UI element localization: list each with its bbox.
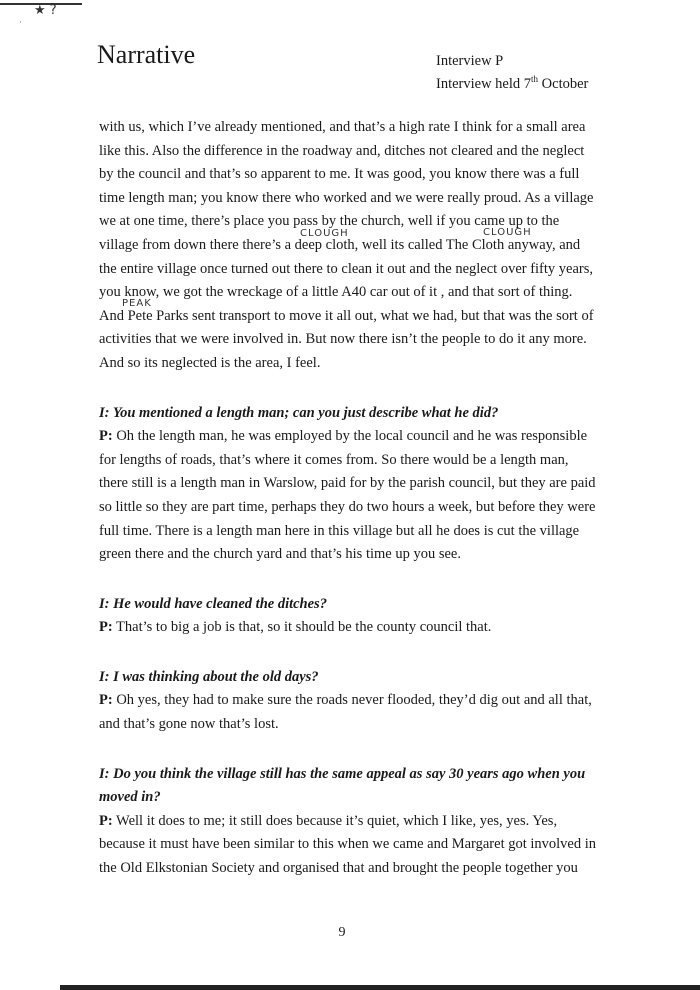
- interview-date: Interview held 7th October: [436, 74, 589, 92]
- paragraph-gap: [99, 737, 599, 763]
- text-line: so little so they are part time, perhaps they do two hours a week, but before they were: [99, 498, 596, 515]
- speaker-label: P:: [99, 619, 113, 636]
- paragraph-gap: [99, 376, 599, 402]
- speaker-label: P:: [99, 692, 113, 709]
- paragraph-gap: [99, 567, 599, 593]
- handwritten-corner-dot: ʿ: [19, 20, 22, 30]
- answer-line: P: Oh yes, they had to make sure the roads never flooded, they’d dig out and all that,: [99, 692, 592, 709]
- text-line: we at one time, there’s place you pass by the church, well if you came up to the: [99, 213, 560, 230]
- handwritten-corner-mark: ★ ?: [34, 3, 57, 18]
- answer-line: P: Well it does to me; it still does because it’s quiet, which I like, yes, yes. Yes,: [99, 812, 558, 829]
- text-line: for lengths of roads, that’s where it comes from. So there would be a length man,: [99, 451, 569, 468]
- answer-line: P: That’s to big a job is that, so it should be the county council that.: [99, 619, 492, 636]
- handwritten-correction: PEAK: [122, 298, 152, 309]
- text-line: because it must have been similar to this when we came and Margaret got involved in: [99, 836, 597, 853]
- text-line: full time. There is a length man here in this village but all he does is cut the village: [99, 522, 580, 539]
- text-line: and that’s gone now that’s lost.: [99, 716, 279, 733]
- interviewer-question: I: He would have cleaned the ditches?: [99, 595, 327, 612]
- qa-block-village-appeal: [99, 763, 599, 881]
- speaker-label: P:: [99, 428, 113, 445]
- speaker-label: P:: [99, 812, 113, 829]
- text-line: And Pete Parks sent transport to move it all out, what we had, but that was the sort of: [99, 307, 594, 324]
- text-line: green there and the church yard and that’s his time up you see.: [99, 546, 461, 563]
- bottom-edge-rule: [60, 985, 700, 990]
- qa-block-old-days: [99, 666, 599, 737]
- text-line: with us, which I’ve already mentioned, and that’s a high rate I think for a small area: [99, 119, 586, 135]
- text-line: you know, we got the wreckage of a little A40 car out of it , and that sort of thing.: [99, 284, 573, 301]
- answer-line: P: Oh the length man, he was employed by the local council and he was responsible: [99, 428, 588, 445]
- page-number: 9: [338, 925, 346, 940]
- qa-block-length-man: [99, 402, 599, 567]
- qa-block-ditches: [99, 593, 599, 640]
- interviewer-question: I: You mentioned a length man; can you just describe what he did?: [99, 404, 499, 421]
- interview-meta: [436, 52, 588, 93]
- text-line: by the council and that’s so apparent to me. It was good, you know there was a full: [99, 166, 580, 183]
- handwritten-correction: CLOUGH: [300, 228, 349, 239]
- interview-label: Interview P: [436, 53, 504, 69]
- text-line: activities that we were involved in. But now there isn’t the people to do it any more.: [99, 331, 587, 348]
- narrative-paragraph: [99, 116, 599, 376]
- interviewer-question: I: Do you think the village still has the same appeal as say 30 years ago when you: [99, 765, 586, 782]
- paragraph-gap: [99, 640, 599, 666]
- text-line: like this. Also the difference in the roadway and, ditches not cleared and the neglect: [99, 142, 585, 159]
- text-line: And so its neglected is the area, I feel.: [99, 354, 321, 371]
- text-line: time length man; you know there who worked and we were really proud. As a village: [99, 189, 594, 206]
- handwritten-correction: CLOUGH: [483, 227, 532, 238]
- interviewer-question: moved in?: [99, 789, 161, 806]
- text-line: the entire village once turned out there to clean it out and the neglect over fifty years,: [99, 260, 594, 277]
- text-line: there still is a length man in Warslow, paid for by the parish council, but they are paid: [99, 475, 596, 492]
- text-line: village from down there there’s a deep cloth, well its called The Cloth anyway, and: [99, 236, 581, 253]
- interviewer-question: I: I was thinking about the old days?: [99, 668, 319, 685]
- text-line: the Old Elkstonian Society and organised that and brought the people together you: [99, 860, 578, 877]
- page-title: Narrative: [97, 40, 196, 69]
